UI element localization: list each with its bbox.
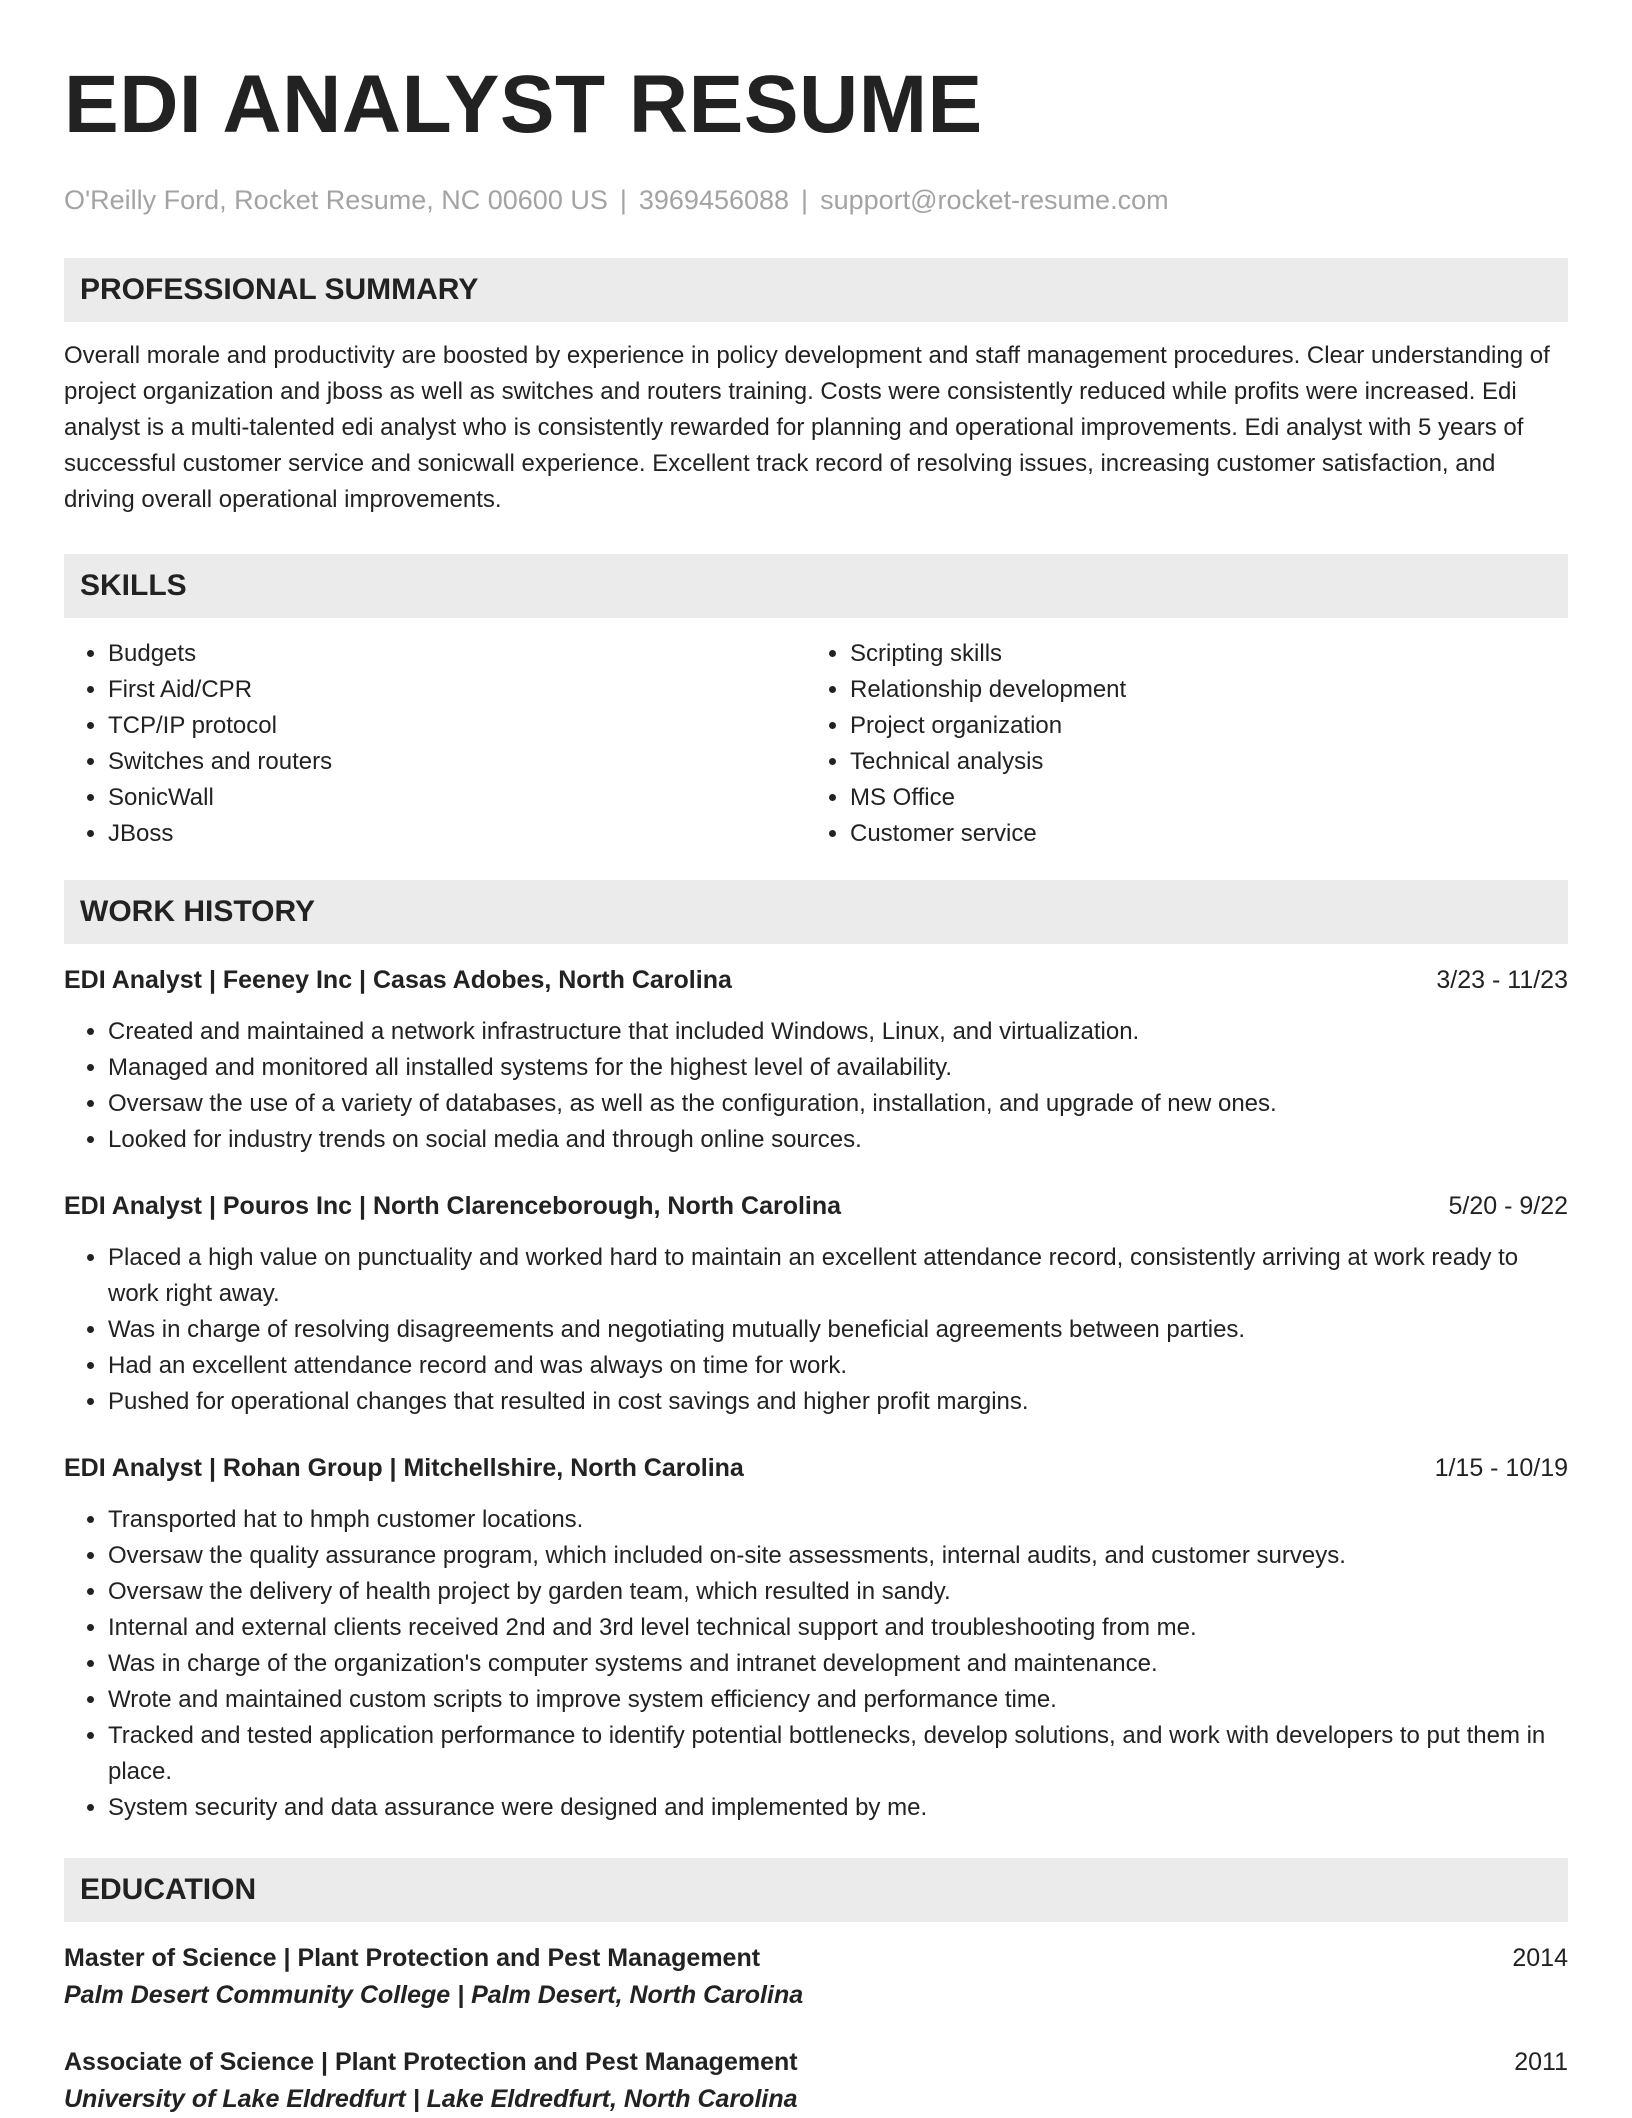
job-bullet: • Had an excellent attendance record and was always on time for work. [108,1348,1568,1384]
job-title: EDI Analyst | Pouros Inc | North Clarenceborough, North Carolina [64,1192,842,1220]
contact-phone: 3969456088 [638,185,790,215]
job-bullet: • Wrote and maintained custom scripts to improve system efficiency and performance time. [108,1682,1568,1718]
education-header [64,2044,1568,2080]
job-bullet: • Was in charge of the organization's computer systems and intranet development and maintenance. [108,1646,1568,1682]
contact-address: O'Reilly Ford, Rocket Resume, NC 00600 US [64,185,608,215]
job-bullet: • System security and data assurance were designed and implemented by me. [108,1790,1568,1826]
work-history-heading: WORK HISTORY [64,880,1568,944]
skill-item: • Customer service [850,816,1548,852]
job-bullets [64,1014,1568,1158]
job-header [64,1450,1568,1486]
skills-column-right [806,636,1548,852]
skill-item: • Relationship development [850,672,1548,708]
job-bullet: • Tracked and tested application performance to identify potential bottlenecks, develop solutions, and work with developers to put them in place. [108,1718,1568,1790]
summary-heading: PROFESSIONAL SUMMARY [64,258,1568,322]
job-dates: 5/20 - 9/22 [1448,1192,1568,1220]
job-bullet: • Was in charge of resolving disagreements and negotiating mutually beneficial agreements between parties. [108,1312,1568,1348]
job-header [64,962,1568,998]
job-entry [64,1188,1568,1420]
job-bullet: • Created and maintained a network infrastructure that included Windows, Linux, and virtualization. [108,1014,1568,1050]
job-header [64,1188,1568,1224]
job-dates: 3/23 - 11/23 [1436,966,1568,994]
skill-item: • TCP/IP protocol [108,708,806,744]
job-dates: 1/15 - 10/19 [1434,1454,1568,1482]
job-title: EDI Analyst | Rohan Group | Mitchellshire, North Carolina [64,1454,744,1482]
job-bullets [64,1240,1568,1420]
education-entry [64,1940,1568,2014]
job-bullet: • Oversaw the delivery of health project by garden team, which resulted in sandy. [108,1574,1568,1610]
job-bullet: • Pushed for operational changes that resulted in cost savings and higher profit margins. [108,1384,1568,1420]
education-header [64,1940,1568,1976]
job-bullet: • Internal and external clients received 2nd and 3rd level technical support and troubleshooting from me. [108,1610,1568,1646]
resume-title: EDI ANALYST RESUME [64,59,983,150]
education-year: 2011 [1514,2048,1568,2076]
education-year: 2014 [1512,1944,1568,1972]
contact-separator: | [619,185,627,215]
skill-item: • Project organization [850,708,1548,744]
skill-item: • First Aid/CPR [108,672,806,708]
skills-list [64,636,1568,852]
contact-separator: | [801,185,809,215]
job-bullets [64,1502,1568,1826]
job-bullet: • Oversaw the quality assurance program, which included on-site assessments, internal audits, and customer surveys. [108,1538,1568,1574]
job-bullet: • Transported hat to hmph customer locations. [108,1502,1568,1538]
skills-column-left [64,636,806,852]
education-degree: Master of Science | Plant Protection and Pest Management [64,1944,761,1972]
education-school: University of Lake Eldredfurt | Lake Eldredfurt, North Carolina [64,2085,798,2113]
skill-item: • Switches and routers [108,744,806,780]
skills-heading: SKILLS [64,554,1568,618]
job-bullet: • Managed and monitored all installed systems for the highest level of availability. [108,1050,1568,1086]
job-entry [64,1450,1568,1826]
skill-item: • Scripting skills [850,636,1548,672]
resume-page [64,0,1568,2118]
job-bullet: • Looked for industry trends on social media and through online sources. [108,1122,1568,1158]
job-title: EDI Analyst | Feeney Inc | Casas Adobes, North Carolina [64,966,732,994]
skill-item: • Technical analysis [850,744,1548,780]
job-entry [64,962,1568,1158]
skill-item: • Budgets [108,636,806,672]
education-degree: Associate of Science | Plant Protection and Pest Management [64,2048,798,2076]
skill-item: • MS Office [850,780,1548,816]
skill-item: • SonicWall [108,780,806,816]
education-entry [64,2044,1568,2118]
contact-line [64,184,1568,216]
contact-email: support@rocket-resume.com [820,185,1169,215]
skill-item: • JBoss [108,816,806,852]
education-school: Palm Desert Community College | Palm Desert, North Carolina [64,1981,804,2009]
job-bullet: • Placed a high value on punctuality and worked hard to maintain an excellent attendance record, consistently arriving at work ready to work right away. [108,1240,1568,1312]
education-heading: EDUCATION [64,1858,1568,1922]
summary-text: Overall morale and productivity are boosted by experience in policy development and staff management procedures. Clear understanding of project organization and jboss as well as switches and routers training. Costs were consistently reduced while profits were increased. Edi analyst is a multi-talented edi analyst who is consistently rewarded for planning and operational improvements. Edi analyst with 5 years of successful customer service and sonicwall experience. Excellent track record of resolving issues, increasing customer satisfaction, and driving overall operational improvements. [64,342,1550,513]
job-bullet: • Oversaw the use of a variety of databases, as well as the configuration, installation, and upgrade of new ones. [108,1086,1568,1122]
